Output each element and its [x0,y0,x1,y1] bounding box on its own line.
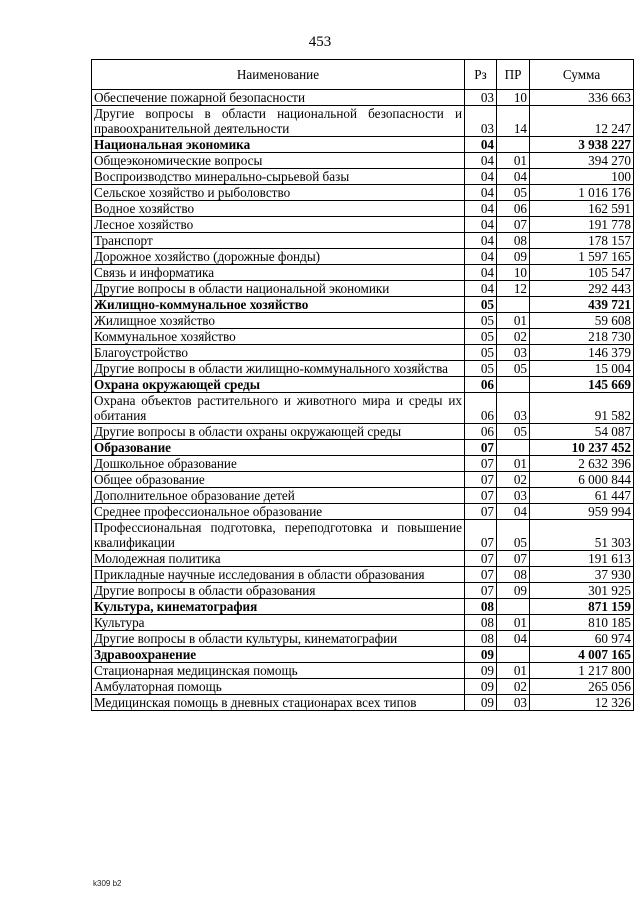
row-sum: 15 004 [530,361,634,377]
section-row [92,377,634,393]
row-pr-code: 02 [497,329,530,345]
header-name: Наименование [92,60,465,90]
row-name: Дошкольное образование [92,456,465,472]
table-row [92,567,634,583]
row-pr-code: 14 [497,106,530,137]
table-row [92,233,634,249]
table-row [92,679,634,695]
row-name: Другие вопросы в области национальной экономики [92,281,465,297]
row-sum: 162 591 [530,201,634,217]
row-rz-code: 06 [465,377,497,393]
row-pr-code: 07 [497,217,530,233]
row-sum: 61 447 [530,488,634,504]
table-row [92,313,634,329]
row-sum: 2 632 396 [530,456,634,472]
table-row [92,472,634,488]
row-sum: 218 730 [530,329,634,345]
row-pr-code: 06 [497,201,530,217]
section-row [92,297,634,313]
table-row [92,281,634,297]
row-name: Профессиональная подготовка, переподготовка и повышение квалификации [92,520,465,551]
row-rz-code: 03 [465,90,497,106]
row-name: Амбулаторная помощь [92,679,465,695]
row-rz-code: 04 [465,201,497,217]
row-sum: 1 016 176 [530,185,634,201]
table-body [92,90,634,711]
section-row [92,440,634,456]
table-row [92,695,634,711]
row-sum: 51 303 [530,520,634,551]
row-rz-code: 04 [465,249,497,265]
row-sum: 12 326 [530,695,634,711]
row-pr-code: 03 [497,393,530,424]
row-rz-code: 04 [465,265,497,281]
row-pr-code: 07 [497,551,530,567]
row-rz-code: 09 [465,663,497,679]
row-name: Транспорт [92,233,465,249]
row-name: Культура [92,615,465,631]
row-sum: 54 087 [530,424,634,440]
row-name: Лесное хозяйство [92,217,465,233]
row-sum: 292 443 [530,281,634,297]
section-row [92,137,634,153]
row-pr-code: 10 [497,90,530,106]
table-row [92,249,634,265]
row-sum: 4 007 165 [530,647,634,663]
row-pr-code: 10 [497,265,530,281]
row-sum: 1 597 165 [530,249,634,265]
row-pr-code [497,297,530,313]
row-sum: 12 247 [530,106,634,137]
row-rz-code: 04 [465,153,497,169]
row-sum: 394 270 [530,153,634,169]
row-rz-code: 07 [465,488,497,504]
row-sum: 191 613 [530,551,634,567]
row-pr-code: 03 [497,695,530,711]
row-rz-code: 07 [465,456,497,472]
row-name: Здравоохранение [92,647,465,663]
row-pr-code: 02 [497,472,530,488]
row-name: Общее образование [92,472,465,488]
table-row [92,361,634,377]
table-row [92,551,634,567]
table-row [92,393,634,424]
row-rz-code: 07 [465,583,497,599]
row-rz-code: 06 [465,424,497,440]
table-header [92,60,634,90]
row-rz-code: 08 [465,599,497,615]
row-name: Среднее профессиональное образование [92,504,465,520]
row-rz-code: 04 [465,169,497,185]
row-pr-code: 05 [497,185,530,201]
row-pr-code: 01 [497,663,530,679]
row-rz-code: 04 [465,137,497,153]
row-rz-code: 04 [465,281,497,297]
row-name: Водное хозяйство [92,201,465,217]
row-sum: 871 159 [530,599,634,615]
row-rz-code: 04 [465,185,497,201]
row-rz-code: 09 [465,679,497,695]
row-name: Молодежная политика [92,551,465,567]
table-row [92,663,634,679]
row-name: Другие вопросы в области культуры, кинематографии [92,631,465,647]
row-rz-code: 06 [465,393,497,424]
row-rz-code: 05 [465,361,497,377]
row-pr-code [497,647,530,663]
row-sum: 91 582 [530,393,634,424]
row-name: Охрана объектов растительного и животного мира и среды их обитания [92,393,465,424]
row-name: Жилищное хозяйство [92,313,465,329]
table-row [92,201,634,217]
row-sum: 439 721 [530,297,634,313]
row-sum: 60 974 [530,631,634,647]
section-row [92,599,634,615]
row-rz-code: 04 [465,233,497,249]
row-sum: 6 000 844 [530,472,634,488]
row-pr-code: 12 [497,281,530,297]
row-pr-code: 09 [497,249,530,265]
row-name: Другие вопросы в области охраны окружающей среды [92,424,465,440]
header-sum: Сумма [530,60,634,90]
row-pr-code: 08 [497,567,530,583]
row-rz-code: 09 [465,695,497,711]
row-rz-code: 05 [465,297,497,313]
row-name: Дополнительное образование детей [92,488,465,504]
row-name: Коммунальное хозяйство [92,329,465,345]
row-sum: 100 [530,169,634,185]
row-pr-code [497,137,530,153]
row-pr-code: 05 [497,520,530,551]
table-row [92,329,634,345]
row-sum: 301 925 [530,583,634,599]
row-sum: 10 237 452 [530,440,634,456]
row-sum: 3 938 227 [530,137,634,153]
row-name: Дорожное хозяйство (дорожные фонды) [92,249,465,265]
section-row [92,647,634,663]
row-pr-code [497,377,530,393]
row-name: Жилищно-коммунальное хозяйство [92,297,465,313]
table-row [92,90,634,106]
table-row [92,345,634,361]
row-name: Другие вопросы в области национальной безопасности и правоохранительной деятельности [92,106,465,137]
table-row [92,153,634,169]
row-name: Воспроизводство минерально-сырьевой базы [92,169,465,185]
row-name: Образование [92,440,465,456]
row-rz-code: 05 [465,345,497,361]
table-row [92,504,634,520]
row-name: Прикладные научные исследования в области образования [92,567,465,583]
row-name: Сельское хозяйство и рыболовство [92,185,465,201]
table-row [92,631,634,647]
row-sum: 265 056 [530,679,634,695]
header-pr: ПР [497,60,530,90]
row-sum: 145 669 [530,377,634,393]
row-pr-code: 09 [497,583,530,599]
table-row [92,106,634,137]
budget-table [91,59,634,711]
row-rz-code: 09 [465,647,497,663]
row-rz-code: 04 [465,217,497,233]
row-pr-code: 02 [497,679,530,695]
row-name: Стационарная медицинская помощь [92,663,465,679]
table-row [92,456,634,472]
row-name: Связь и информатика [92,265,465,281]
table-row [92,265,634,281]
row-pr-code: 03 [497,488,530,504]
row-name: Национальная экономика [92,137,465,153]
row-rz-code: 07 [465,440,497,456]
row-pr-code: 01 [497,615,530,631]
row-sum: 191 778 [530,217,634,233]
footer-mark: k309 b2 [93,879,122,888]
table-row [92,185,634,201]
row-name: Охрана окружающей среды [92,377,465,393]
row-name: Общеэкономические вопросы [92,153,465,169]
row-pr-code: 05 [497,361,530,377]
row-pr-code: 03 [497,345,530,361]
header-row [92,60,634,90]
row-rz-code: 07 [465,504,497,520]
table-row [92,424,634,440]
row-name: Другие вопросы в области образования [92,583,465,599]
row-rz-code: 07 [465,520,497,551]
table-row [92,583,634,599]
row-name: Другие вопросы в области жилищно-коммунального хозяйства [92,361,465,377]
budget-table-container [91,59,633,711]
row-name: Обеспечение пожарной безопасности [92,90,465,106]
row-pr-code: 01 [497,313,530,329]
row-sum: 178 157 [530,233,634,249]
row-rz-code: 05 [465,313,497,329]
row-pr-code: 04 [497,504,530,520]
row-pr-code: 01 [497,456,530,472]
row-sum: 59 608 [530,313,634,329]
row-rz-code: 07 [465,551,497,567]
header-rz: Рз [465,60,497,90]
row-pr-code [497,440,530,456]
row-sum: 1 217 800 [530,663,634,679]
row-rz-code: 08 [465,631,497,647]
table-row [92,217,634,233]
row-name: Медицинская помощь в дневных стационарах всех типов [92,695,465,711]
row-name: Благоустройство [92,345,465,361]
row-rz-code: 07 [465,567,497,583]
table-row [92,520,634,551]
table-row [92,615,634,631]
row-rz-code: 08 [465,615,497,631]
row-pr-code: 01 [497,153,530,169]
row-rz-code: 07 [465,472,497,488]
table-row [92,169,634,185]
row-sum: 336 663 [530,90,634,106]
row-pr-code [497,599,530,615]
table-row [92,488,634,504]
row-pr-code: 04 [497,631,530,647]
row-sum: 146 379 [530,345,634,361]
row-sum: 959 994 [530,504,634,520]
row-pr-code: 08 [497,233,530,249]
row-rz-code: 05 [465,329,497,345]
row-pr-code: 04 [497,169,530,185]
row-pr-code: 05 [497,424,530,440]
row-sum: 810 185 [530,615,634,631]
row-sum: 105 547 [530,265,634,281]
row-sum: 37 930 [530,567,634,583]
row-rz-code: 03 [465,106,497,137]
row-name: Культура, кинематография [92,599,465,615]
page-number: 453 [308,34,332,50]
